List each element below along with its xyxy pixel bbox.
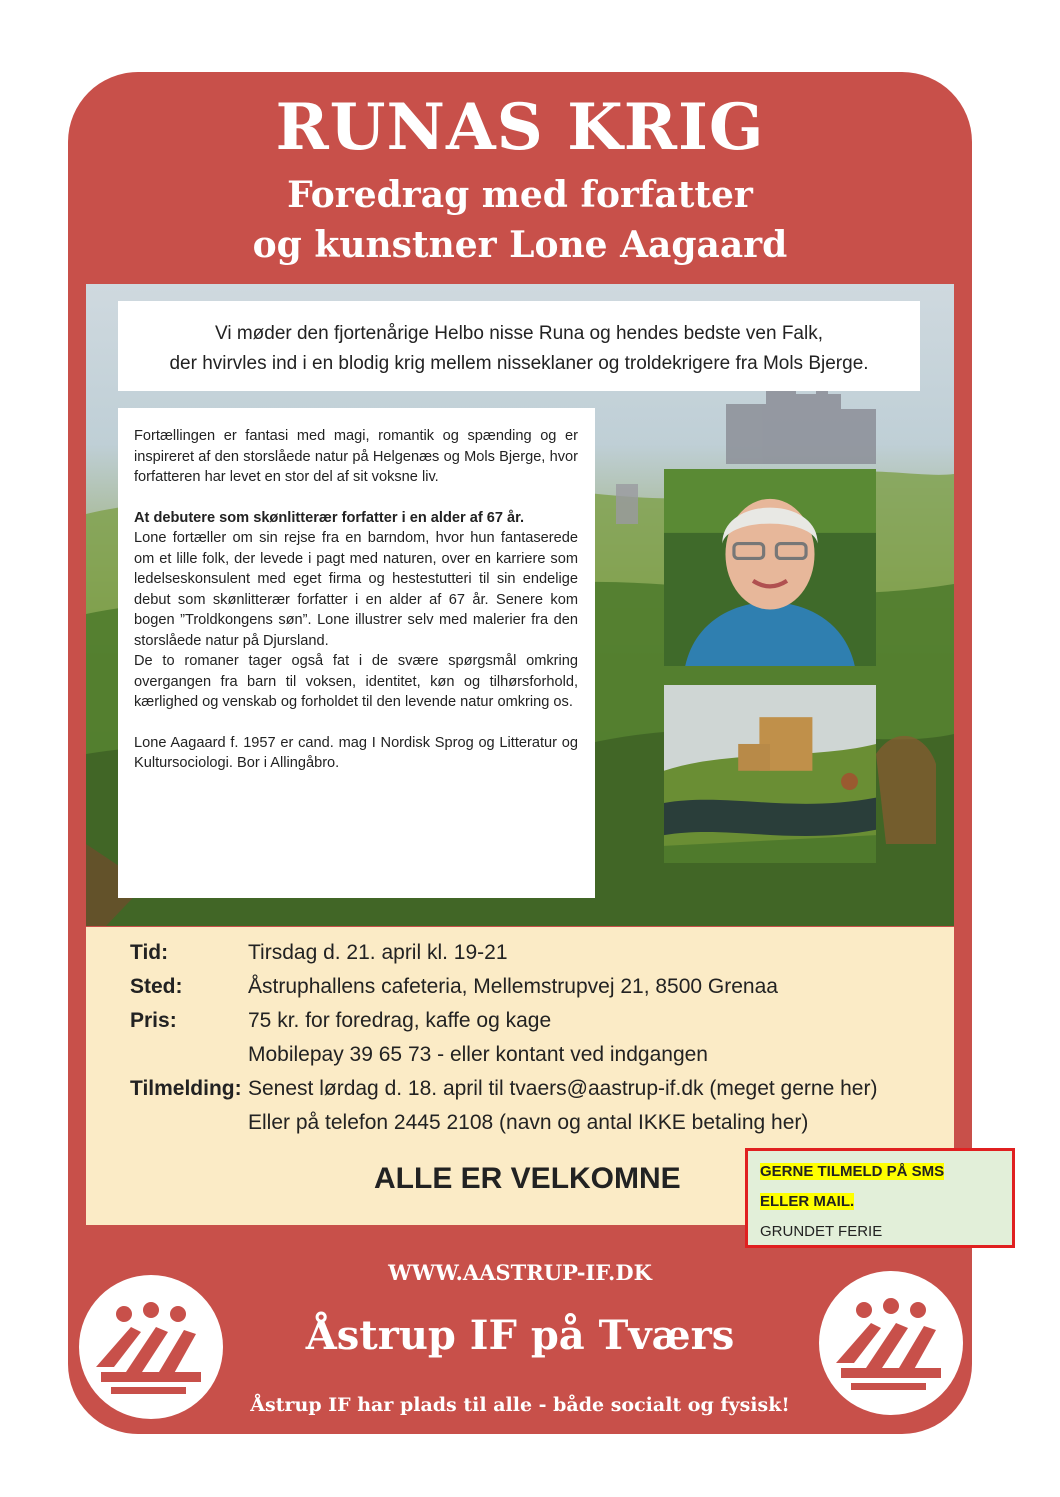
note-line-1: GERNE TILMELD PÅ SMS	[760, 1163, 945, 1180]
note-line-3: GRUNDET FERIE	[760, 1223, 883, 1240]
tid-value: Tirsdag d. 21. april kl. 19-21	[248, 941, 508, 964]
sted-label: Sted:	[130, 975, 183, 998]
tilmelding-value-2: Eller på telefon 2445 2108 (navn og antal IKKE betaling her)	[248, 1111, 809, 1134]
tid-label: Tid:	[130, 941, 169, 964]
note-line-2: ELLER MAIL.	[760, 1193, 855, 1210]
intro-line-2: der hvirvles ind i en blodig krig mellem nisseklaner og troldekrigere fra Mols Bjerge.	[169, 353, 869, 374]
tilmelding-label: Tilmelding:	[130, 1077, 242, 1100]
intro-box	[118, 301, 920, 391]
registration-note	[745, 1148, 1015, 1248]
poster-subtitle-line1: Foredrag med forfatter	[287, 174, 753, 216]
description-paragraph-2: Lone fortæller om sin rejse fra en barndom, hvor hun fantaserede om et lille folk, der levede i pagt med naturen, over en karriere som ledelseskonsulent med eget firma og hestestutteri til sin endelige debut som skønlitterær forfatter i en alder af 67 år. Senere kom bogen ”Troldkongens søn”. Lone illustrer selv med malerier fra den storslåede natur på Djursland.	[134, 530, 578, 649]
club-tagline: Åstrup IF har plads til alle - både socialt og fysisk!	[250, 1394, 790, 1416]
pris-value-2: Mobilepay 39 65 73 - eller kontant ved indgangen	[248, 1043, 708, 1066]
poster-subtitle-line2: og kunstner Lone Aagaard	[252, 224, 788, 266]
intro-line-1: Vi møder den fjortenårige Helbo nisse Runa og hendes bedste ven Falk,	[214, 323, 823, 344]
poster-title: RUNAS KRIG	[275, 90, 765, 165]
welcome-text: ALLE ER VELKOMNE	[374, 1162, 681, 1195]
author-portrait-image	[664, 469, 876, 666]
landscape-painting-image	[664, 685, 876, 863]
description-box	[118, 408, 595, 898]
pris-label: Pris:	[130, 1009, 177, 1032]
description-paragraph-3: De to romaner tager også fat i de svære spørgsmål omkring overgangen fra barn til voksen, identitet, køn og tilhørsforhold, kærlighed og venskab og forholdet til den levende natur omkring os.	[134, 653, 578, 710]
description-paragraph-4: Lone Aagaard f. 1957 er cand. mag I Nordisk Sprog og Litteratur og Kultursociologi. Bor i Allingåbro.	[134, 734, 578, 771]
website-text: WWW.AASTRUP-IF.DK	[388, 1260, 652, 1285]
painting-photo	[664, 685, 876, 863]
club-name: Åstrup IF på Tværs	[305, 1312, 735, 1359]
description-text	[134, 426, 578, 774]
sted-value: Åstruphallens cafeteria, Mellemstrupvej 21, 8500 Grenaa	[248, 975, 778, 998]
tilmelding-value: Senest lørdag d. 18. april til tvaers@aastrup-if.dk (meget gerne her)	[248, 1077, 878, 1100]
pris-value: 75 kr. for foredrag, kaffe og kage	[248, 1009, 552, 1032]
painting-background	[86, 284, 954, 926]
description-paragraph-1: Fortællingen er fantasi med magi, romantik og spænding og er inspireret af den storslåede natur på Helgenæs og Mols Bjerge, hvor forfatteren har levet en stor del af sit voksne liv.	[134, 428, 578, 485]
author-photo	[664, 469, 876, 666]
description-heading: At debutere som skønlitterær forfatter i en alder af 67 år.	[134, 509, 525, 526]
